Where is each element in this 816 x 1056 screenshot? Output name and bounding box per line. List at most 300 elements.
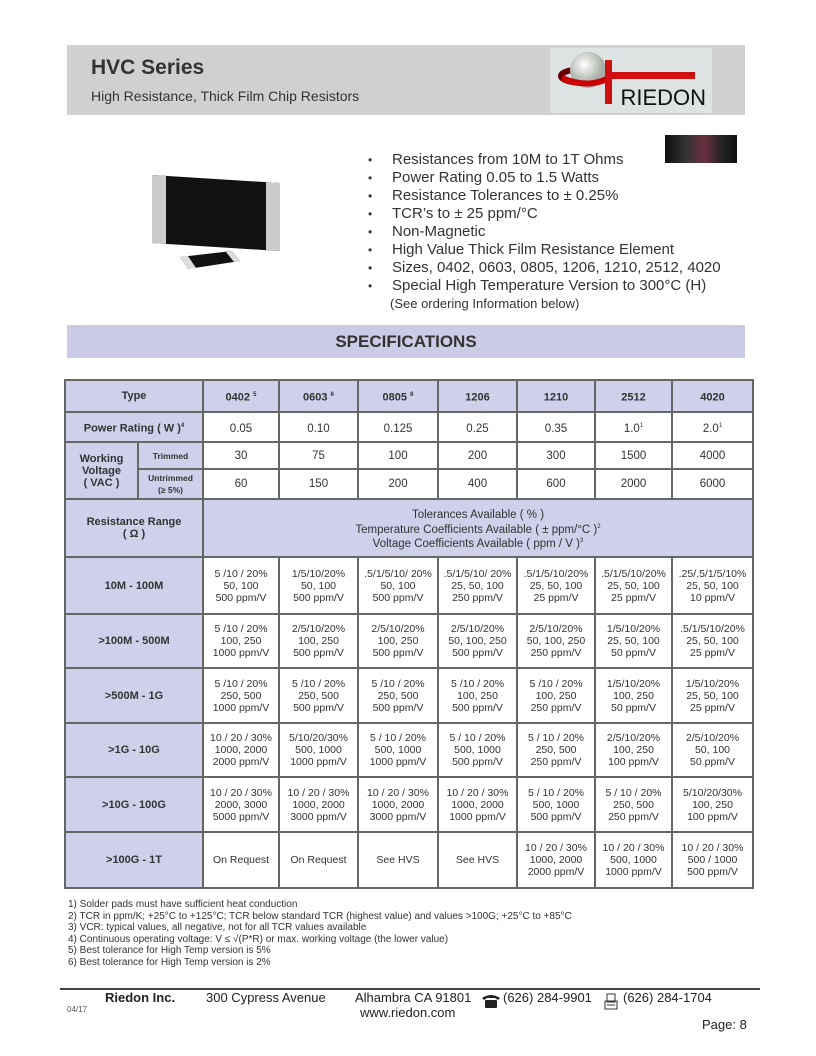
table-cell	[279, 469, 358, 499]
row-label	[65, 557, 203, 614]
table-row	[65, 832, 753, 888]
header-cell	[595, 380, 672, 412]
spec-line: 1/5/10/20%	[606, 623, 661, 635]
spec-line: 2/5/10/20%	[371, 623, 425, 635]
untrimmed-voltage: 2000	[620, 478, 647, 490]
table-cell	[358, 412, 438, 442]
spec-line: 10 / 20 / 30%	[446, 786, 509, 799]
fax-icon	[604, 993, 618, 1010]
footnote: 5) Best tolerance for High Temp version is 5%	[68, 945, 271, 957]
table-cell	[438, 777, 517, 832]
header-cell	[517, 380, 595, 412]
range-description: Temperature Coefficients Available ( ± ppm/°C )	[355, 523, 598, 536]
spec-line: 1000 ppm/V	[369, 756, 427, 768]
table-cell	[358, 723, 438, 777]
table-cell	[203, 777, 279, 832]
power-rating-label: Power Rating ( W )	[83, 422, 181, 435]
row-label	[65, 412, 203, 442]
spec-line: 1/5/10/20%	[291, 567, 346, 580]
table-cell	[203, 832, 279, 888]
spec-line: 500 ppm/V	[372, 701, 424, 714]
table-cell	[358, 614, 438, 668]
trimmed-voltage: 1500	[620, 449, 647, 462]
untrimmed-sublabel: (≥ 5%)	[158, 485, 183, 495]
table-cell	[358, 777, 438, 832]
table-cell	[517, 469, 595, 499]
header-cell	[65, 380, 203, 412]
footnote: 2) TCR in ppm/K; +25°C to +125°C; TCR below standard TCR (highest value) and values >100G; +25°C to +85°C	[68, 910, 572, 922]
spec-line: 250 ppm/V	[608, 810, 659, 823]
page-subtitle: High Resistance, Thick Film Chip Resistors	[91, 88, 360, 104]
spec-line: 50, 100, 250	[448, 635, 507, 647]
table-cell	[672, 614, 753, 668]
spec-line: 25, 50, 100	[451, 579, 504, 592]
spec-line: 25, 50, 100	[529, 579, 583, 592]
spec-line: 500 / 1000	[687, 854, 738, 866]
spec-line: 2/5/10/20%	[606, 732, 661, 744]
power-value: 0.05	[229, 422, 253, 435]
type-name: 4020	[700, 391, 725, 404]
spec-line: 1000 ppm/V	[212, 701, 270, 714]
spec-line: 250, 500	[613, 798, 654, 811]
footnote: 1) Solder pads must have sufficient heat conduction	[68, 899, 298, 910]
table-cell	[517, 557, 595, 614]
row-label	[65, 668, 203, 723]
voltage-label: ( VAC )	[83, 476, 120, 489]
spec-line: 5 /10 / 20%	[450, 677, 505, 690]
section-title: SPECIFICATIONS	[67, 325, 745, 358]
spec-line: 1/5/10/20%	[685, 677, 740, 690]
table-cell	[517, 412, 595, 442]
spec-line: 2000 ppm/V	[527, 866, 585, 878]
table-cell	[279, 614, 358, 668]
footnotes	[68, 899, 572, 969]
table-cell	[438, 614, 517, 668]
spec-line: 100, 250	[692, 798, 733, 811]
spec-line: 25, 50, 100	[607, 579, 660, 592]
spec-line: 5 /10 / 20%	[214, 567, 268, 580]
bullet-icon: •	[368, 153, 373, 167]
spec-line: .5/1/5/10/20%	[601, 567, 666, 580]
feature-text: Power Rating 0.05 to 1.5 Watts	[392, 169, 600, 186]
row-label	[65, 614, 203, 668]
type-footnote-ref: 5	[253, 391, 257, 398]
footer-city: Alhambra CA 91801	[355, 990, 472, 1005]
spec-line: 500, 1000	[295, 744, 342, 756]
trimmed-voltage: 30	[234, 449, 248, 462]
spec-line: 500 ppm/V	[372, 591, 424, 604]
untrimmed-voltage: 6000	[699, 478, 726, 490]
spec-line: 25 ppm/V	[533, 591, 579, 604]
spec-line: 10 / 20 / 30%	[210, 732, 272, 744]
table-cell	[517, 668, 595, 723]
feature-text: Non-Magnetic	[392, 223, 486, 240]
type-footnote-ref: 6	[410, 391, 414, 398]
spec-line: 25 ppm/V	[690, 701, 735, 714]
resistor-chip-image	[140, 165, 295, 277]
table-cell	[358, 442, 438, 469]
spec-line: See HVS	[455, 854, 500, 866]
table-cell	[358, 832, 438, 888]
table-cell	[203, 557, 279, 614]
spec-line: 50 ppm/V	[611, 701, 656, 714]
trimmed-voltage: 75	[312, 449, 325, 462]
power-value: 0.125	[383, 422, 413, 435]
type-name: 0805	[382, 391, 408, 404]
spec-line: 25, 50, 100	[686, 635, 739, 647]
feature-item	[368, 241, 721, 259]
table-cell	[595, 557, 672, 614]
table-cell	[438, 723, 517, 777]
table-header-row	[65, 380, 753, 412]
feature-item	[368, 187, 721, 205]
table-cell	[438, 469, 517, 499]
spec-line: 250, 500	[220, 689, 262, 702]
spec-line: 1000, 2000	[529, 854, 583, 866]
footer-phone: (626) 284-9901	[503, 990, 592, 1005]
spec-line: 500 ppm/V	[293, 591, 344, 604]
spec-line: 1000, 2000	[371, 798, 425, 811]
page-number: Page: 8	[702, 1017, 747, 1032]
footer-address: 300 Cypress Avenue	[206, 990, 326, 1005]
spec-line: 25 ppm/V	[690, 647, 735, 659]
spec-line: 5000 ppm/V	[212, 810, 270, 823]
feature-item	[368, 151, 721, 169]
spec-line: 50 ppm/V	[690, 756, 735, 768]
footer-website[interactable]: www.riedon.com	[360, 1005, 456, 1020]
table-cell	[279, 723, 358, 777]
table-cell	[279, 668, 358, 723]
bullet-icon: •	[368, 189, 373, 203]
spec-line: 5 /10 / 20%	[529, 677, 583, 690]
type-label: Type	[121, 390, 147, 402]
range-description: Tolerances Available ( % )	[411, 508, 545, 521]
spec-line: 500 ppm/V	[452, 701, 503, 714]
table-cell	[672, 442, 753, 469]
table-cell	[279, 442, 358, 469]
spec-line: 1000 ppm/V	[449, 810, 506, 823]
table-cell	[358, 668, 438, 723]
spec-line: 1000 ppm/V	[605, 866, 662, 878]
feature-text: Sizes, 0402, 0603, 0805, 1206, 1210, 2512, 4020	[392, 259, 721, 276]
untrimmed-label: Untrimmed	[148, 473, 193, 483]
type-name: 1206	[465, 391, 490, 404]
header-cell	[672, 380, 753, 412]
table-cell	[203, 614, 279, 668]
header-cell	[203, 380, 279, 412]
spec-line: 5 / 10 / 20%	[527, 732, 585, 744]
trimmed-voltage: 4000	[699, 449, 726, 462]
spec-line: 1000, 2000	[451, 798, 504, 811]
spec-line: 100, 250	[613, 689, 654, 702]
footnote: 4) Continuous operating voltage: V ≤ √(P*R) or max. working voltage (the lower value)	[68, 933, 449, 945]
spec-line: 25 ppm/V	[611, 591, 656, 604]
table-cell	[203, 668, 279, 723]
table-cell	[595, 723, 672, 777]
range-description-cell	[203, 499, 753, 557]
specifications-table	[64, 379, 754, 889]
header-cell	[438, 380, 517, 412]
spec-line: 10 / 20 / 30%	[525, 842, 587, 854]
spec-line: 500 ppm/V	[372, 647, 424, 659]
table-cell	[203, 442, 279, 469]
resistance-unit: ( Ω )	[122, 528, 146, 540]
spec-line: 5 /10 / 20%	[291, 677, 346, 690]
spec-line: 25, 50, 100	[686, 689, 739, 702]
type-name: 1210	[543, 391, 569, 404]
resistance-range: >1G - 10G	[108, 744, 160, 756]
power-value: 2.0	[702, 422, 719, 435]
bullet-icon: •	[368, 207, 373, 221]
table-cell	[595, 614, 672, 668]
table-row	[65, 723, 753, 777]
untrimmed-voltage: 200	[388, 478, 408, 490]
spec-line: 10 / 20 / 30%	[210, 786, 272, 799]
spec-line: 2/5/10/20%	[291, 623, 346, 635]
spec-line: 100, 250	[613, 744, 654, 756]
phone-icon	[481, 993, 501, 1009]
spec-line: .5/1/5/10/ 20%	[364, 567, 432, 580]
spec-line: 50, 100	[300, 579, 337, 592]
spec-line: 1000 ppm/V	[290, 756, 347, 768]
table-cell	[595, 832, 672, 888]
table-cell	[595, 668, 672, 723]
spec-line: 5/10/20/30%	[289, 732, 348, 744]
row-label	[65, 777, 203, 832]
spec-line: 500, 1000	[454, 744, 501, 756]
header-cell	[358, 380, 438, 412]
feature-text: Resistances from 10M to 1T Ohms	[392, 151, 624, 168]
spec-line: 100 ppm/V	[687, 810, 738, 823]
spec-line: 5/10/20/30%	[683, 786, 742, 799]
table-cell	[672, 832, 753, 888]
spec-line: 500, 1000	[532, 798, 580, 811]
table-cell	[672, 557, 753, 614]
footnote: 3) VCR: typical values, all negative, not for all TCR values available	[68, 922, 367, 934]
spec-line: .5/1/5/10/ 20%	[443, 567, 512, 580]
feature-text: Resistance Tolerances to ± 0.25%	[392, 187, 619, 204]
table-cell	[279, 832, 358, 888]
spec-line: 10 / 20 / 30%	[367, 786, 429, 799]
row-label	[65, 832, 203, 888]
table-cell	[279, 557, 358, 614]
resistance-range: >100G - 1T	[106, 854, 162, 866]
resistance-range-label: Resistance Range	[86, 516, 182, 528]
page-title: HVC Series	[91, 56, 205, 79]
header-banner	[67, 45, 745, 115]
spec-line: 100 ppm/V	[608, 756, 659, 768]
table-cell	[279, 412, 358, 442]
table-row	[65, 614, 753, 668]
feature-item	[368, 205, 721, 223]
bullet-icon: •	[368, 225, 373, 239]
spec-line: On Request	[290, 854, 347, 866]
type-name: 0402	[225, 391, 251, 404]
table-cell	[672, 723, 753, 777]
spec-line: 2000, 3000	[214, 798, 268, 811]
spec-line: 10 ppm/V	[690, 591, 735, 604]
table-cell	[203, 469, 279, 499]
table-cell	[438, 668, 517, 723]
spec-line: 250, 500	[298, 689, 339, 702]
spec-line: 100, 250	[457, 689, 498, 702]
spec-line: 500 ppm/V	[452, 647, 503, 659]
feature-text: Special High Temperature Version to 300°C (H)	[392, 277, 707, 294]
table-cell	[358, 557, 438, 614]
type-footnote-ref: 6	[330, 391, 334, 398]
trimmed-voltage: 300	[546, 449, 566, 462]
spec-line: 3000 ppm/V	[369, 810, 427, 823]
spec-line: 10 / 20 / 30%	[287, 786, 350, 799]
row-label	[65, 723, 203, 777]
spec-line: 5 / 10 / 20%	[369, 732, 427, 744]
footnote-ref: 2	[597, 523, 601, 530]
trimmed-label: Trimmed	[152, 450, 189, 461]
table-cell	[672, 668, 753, 723]
footnote-ref: 1	[639, 422, 644, 429]
spec-line: 1000, 2000	[214, 744, 268, 756]
spec-line: 500, 1000	[374, 744, 422, 756]
feature-text: TCR’s to ± 25 ppm/°C	[392, 205, 538, 222]
voltage-label: Voltage	[82, 464, 121, 477]
footer-company: Riedon Inc.	[105, 990, 176, 1005]
table-cell	[517, 777, 595, 832]
spec-line: 250 ppm/V	[530, 647, 582, 659]
spec-line: 10 / 20 / 30%	[681, 842, 744, 854]
bullet-icon: •	[368, 261, 373, 275]
feature-item	[368, 223, 721, 241]
table-cell	[595, 777, 672, 832]
table-cell	[517, 723, 595, 777]
table-cell	[438, 442, 517, 469]
untrimmed-voltage: 400	[467, 478, 488, 490]
spec-line: 5 /10 / 20%	[214, 677, 268, 690]
spec-line: 250, 500	[535, 744, 577, 756]
untrimmed-voltage: 150	[308, 478, 329, 490]
untrimmed-voltage: 600	[546, 478, 566, 490]
spec-line: 2/5/10/20%	[450, 623, 505, 635]
table-cell	[517, 442, 595, 469]
row-sublabel	[138, 469, 203, 499]
table-row	[65, 557, 753, 614]
spec-line: 25, 50, 100	[686, 579, 739, 592]
footnote-ref: 3	[580, 538, 584, 545]
resistance-range: >500M - 1G	[104, 689, 164, 702]
type-name: 2512	[621, 391, 646, 404]
table-cell	[595, 442, 672, 469]
row-sublabel	[138, 442, 203, 469]
spec-line: 50, 100	[694, 744, 731, 756]
power-value: 0.35	[544, 422, 568, 435]
table-row	[65, 442, 753, 469]
spec-line: 5 /10 / 20%	[214, 623, 268, 635]
voltage-label: Working	[79, 452, 124, 465]
spec-line: 1000 ppm/V	[212, 647, 270, 659]
header-cell	[279, 380, 358, 412]
table-cell	[438, 412, 517, 442]
type-name: 0603	[303, 391, 328, 404]
trimmed-voltage: 200	[467, 449, 488, 462]
footer-fax: (626) 284-1704	[623, 990, 712, 1005]
spec-line: 500 ppm/V	[293, 647, 344, 659]
power-value: 0.25	[466, 422, 489, 435]
spec-line: 100, 250	[298, 635, 339, 647]
table-cell	[358, 469, 438, 499]
spec-line: 50, 100	[380, 579, 416, 592]
power-value: 0.10	[307, 422, 330, 435]
spec-line: 500 ppm/V	[215, 591, 267, 604]
feature-item	[368, 169, 721, 187]
spec-line: 1/5/10/20%	[606, 677, 661, 690]
spec-line: 100, 250	[220, 635, 262, 647]
footnote: 6) Best tolerance for High Temp version is 2%	[68, 956, 271, 968]
feature-item	[368, 277, 721, 295]
table-row	[65, 668, 753, 723]
footnote-ref: 4	[180, 422, 185, 429]
spec-line: 25, 50, 100	[607, 635, 660, 647]
spec-line: .5/1/5/10/20%	[523, 567, 589, 580]
table-cell	[672, 412, 753, 442]
bullet-icon: •	[368, 279, 373, 293]
feature-list	[368, 151, 721, 295]
spec-line: 250 ppm/V	[530, 701, 582, 714]
table-cell	[595, 469, 672, 499]
features-note: (See ordering Information below)	[390, 296, 580, 311]
spec-line: 5 / 10 / 20%	[527, 786, 585, 799]
spec-line: 3000 ppm/V	[290, 810, 347, 823]
table-cell	[203, 412, 279, 442]
spec-line: 2000 ppm/V	[212, 756, 270, 768]
table-row	[65, 499, 753, 557]
spec-line: 5 /10 / 20%	[371, 677, 425, 690]
spec-line: 2/5/10/20%	[529, 623, 583, 635]
spec-line: On Request	[212, 854, 270, 866]
power-value: 1.0	[623, 422, 640, 435]
bullet-icon: •	[368, 171, 373, 185]
feature-text: High Value Thick Film Resistance Element	[392, 241, 675, 258]
table-cell	[438, 832, 517, 888]
table-cell	[672, 469, 753, 499]
table-cell	[517, 614, 595, 668]
spec-line: 1000, 2000	[292, 798, 345, 811]
spec-line: 50, 100	[223, 579, 259, 592]
spec-line: 500 ppm/V	[452, 756, 503, 768]
spec-line: 500, 1000	[610, 854, 657, 866]
spec-line: 250 ppm/V	[530, 756, 582, 768]
table-row	[65, 412, 753, 442]
spec-line: 10 / 20 / 30%	[602, 842, 665, 854]
table-row	[65, 777, 753, 832]
table-cell	[672, 777, 753, 832]
spec-line: 500 ppm/V	[530, 810, 582, 823]
untrimmed-voltage: 60	[234, 478, 248, 490]
trimmed-voltage: 100	[388, 449, 408, 462]
spec-line: .25/.5/1/5/10%	[678, 567, 747, 580]
spec-line: 100, 250	[535, 689, 577, 702]
footer-date: 04/17	[67, 1005, 88, 1014]
row-label	[65, 442, 138, 499]
spec-line: 100, 250	[377, 635, 419, 647]
spec-line: 250, 500	[377, 689, 419, 702]
resistance-range: >100M - 500M	[98, 635, 170, 647]
spec-line: 500 ppm/V	[293, 701, 344, 714]
footnote-ref: 1	[718, 422, 723, 429]
spec-line: 50 ppm/V	[611, 647, 656, 659]
logo-text: RIEDON	[620, 85, 706, 110]
table-cell	[279, 777, 358, 832]
bullet-icon: •	[368, 243, 373, 257]
table-row	[65, 469, 753, 499]
